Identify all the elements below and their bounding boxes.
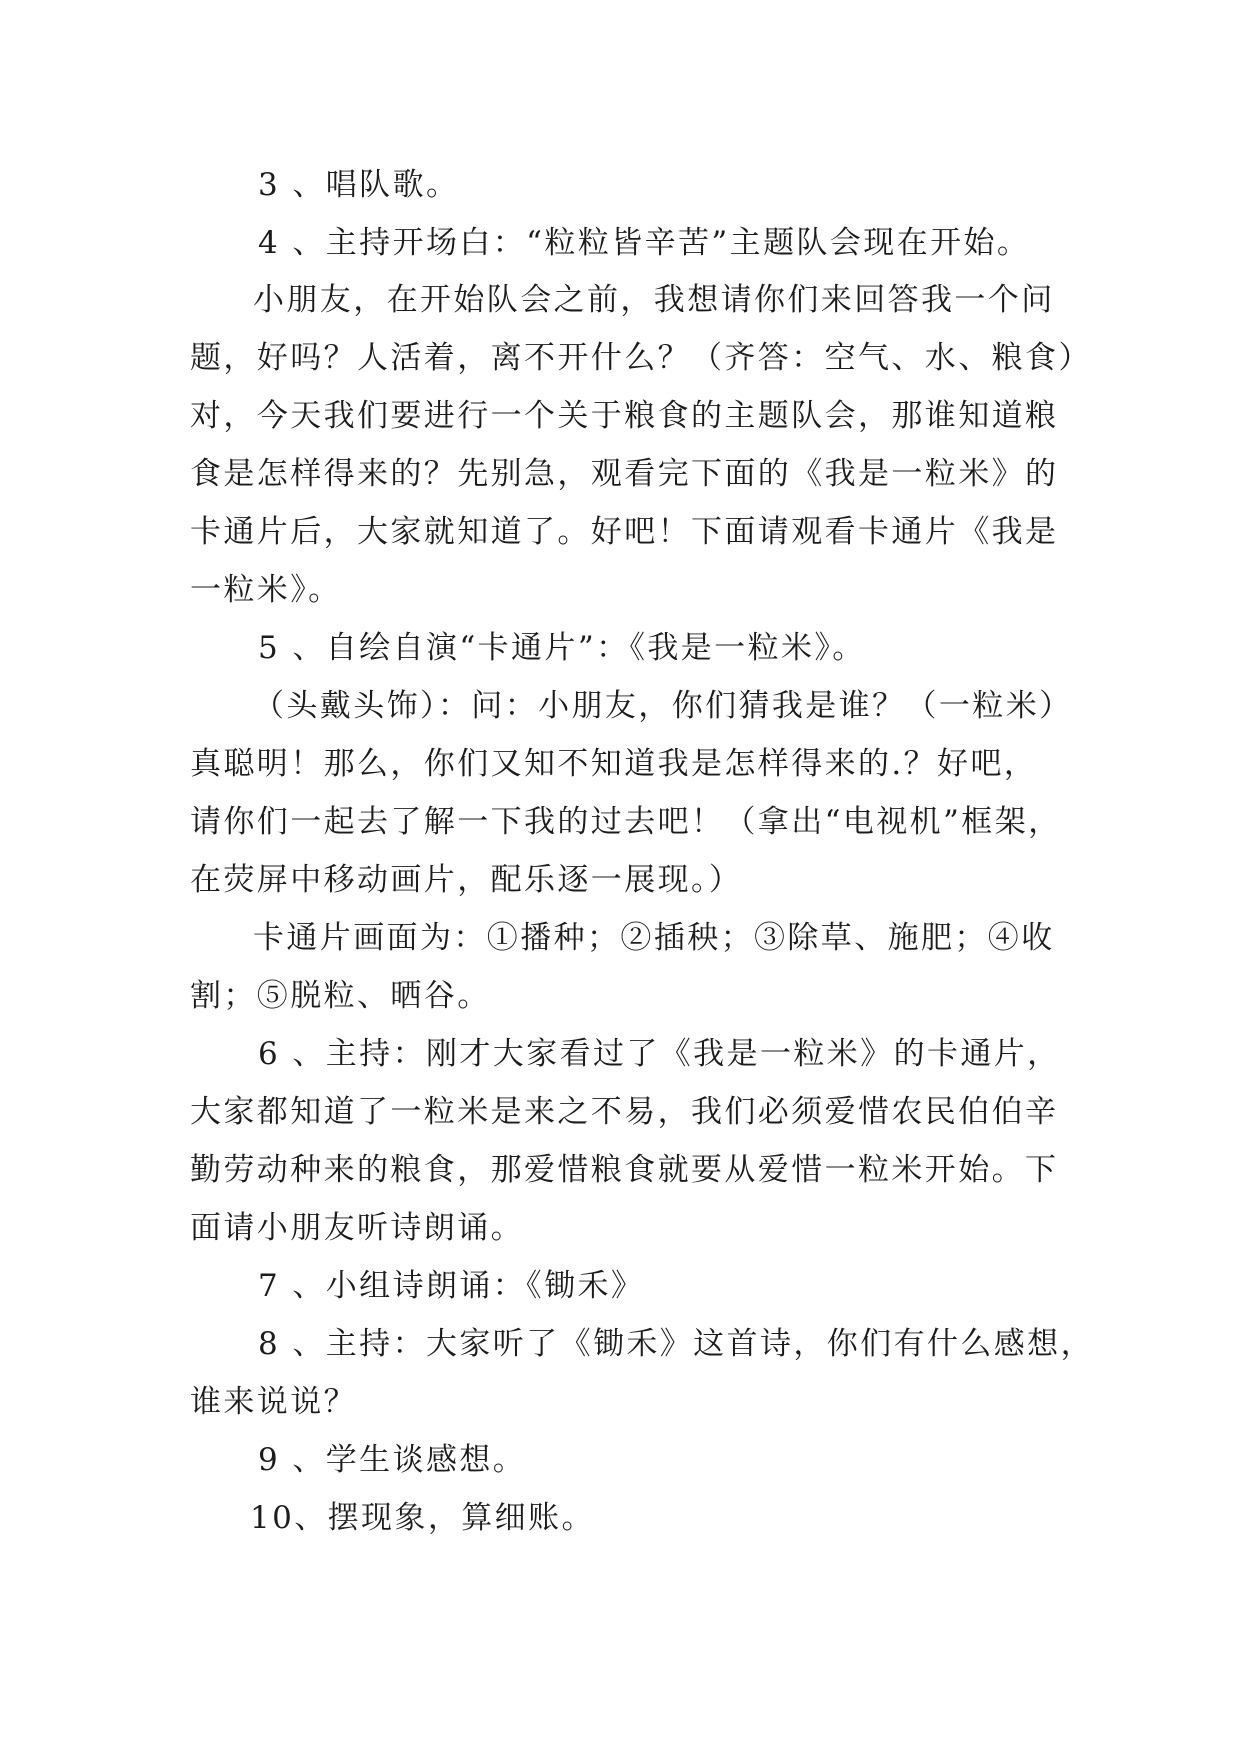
paragraph-line: 对，今天我们要进行一个关于粮食的主题队会，那谁知道粮 (190, 398, 1059, 434)
paragraph-line: 大家都知道了一粒米是来之不易，我们必须爱惜农民伯伯辛 (190, 1094, 1059, 1130)
paragraph-line: 6 、主持：刚才大家看过了《我是一粒米》的卡通片， (258, 1036, 1061, 1072)
paragraph-line: 勤劳动种来的粮食，那爱惜粮食就要从爱惜一粒米开始。下 (190, 1152, 1059, 1188)
paragraph-line: 卡通片后，大家就知道了。好吧！下面请观看卡通片《我是 (190, 514, 1059, 550)
paragraph-line: 4 、主持开场白：“粒粒皆辛苦”主题队会现在开始。 (258, 225, 1031, 261)
paragraph-line: 7 、小组诗朗诵：《锄禾》 (258, 1268, 645, 1304)
paragraph-line: 谁来说说？ (190, 1384, 357, 1420)
paragraph-line: 9 、学生谈感想。 (258, 1442, 527, 1478)
paragraph-line: 在荧屏中移动画片，配乐逐一展现。） (190, 862, 743, 898)
paragraph-line: 一粒米》。 (190, 572, 342, 608)
paragraph-line: 真聪明！那么，你们又知不知道我是怎样得来的.？好吧， (190, 746, 1038, 782)
paragraph-line: 卡通片画面为：①播种；②插秧；③除草、施肥；④收 (253, 920, 1055, 956)
paragraph-line: 8 、主持：大家听了《锄禾》这首诗，你们有什么感想， (258, 1326, 1094, 1362)
paragraph-line: 5 、自绘自演“卡通片”：《我是一粒米》。 (258, 630, 866, 666)
paragraph-line: （头戴头饰）：问：小朋友，你们猜我是谁？（一粒米） (253, 688, 1073, 724)
paragraph-line: 食是怎样得来的？先别急，观看完下面的《我是一粒米》的 (190, 456, 1059, 492)
paragraph-line: 题，好吗？人活着，离不开什么？（齐答：空气、水、粮食） (190, 340, 1092, 376)
paragraph-line: 3 、唱队歌。 (258, 167, 460, 203)
paragraph-line: 小朋友，在开始队会之前，我想请你们来回答我一个问 (253, 282, 1055, 318)
paragraph-line: 面请小朋友听诗朗诵。 (190, 1210, 524, 1246)
paragraph-line: 10、摆现象，算细账。 (250, 1500, 595, 1536)
paragraph-line: 请你们一起去了解一下我的过去吧！（拿出“电视机”框架， (190, 804, 1062, 840)
paragraph-line: 割；⑤脱粒、晒谷。 (190, 978, 491, 1014)
